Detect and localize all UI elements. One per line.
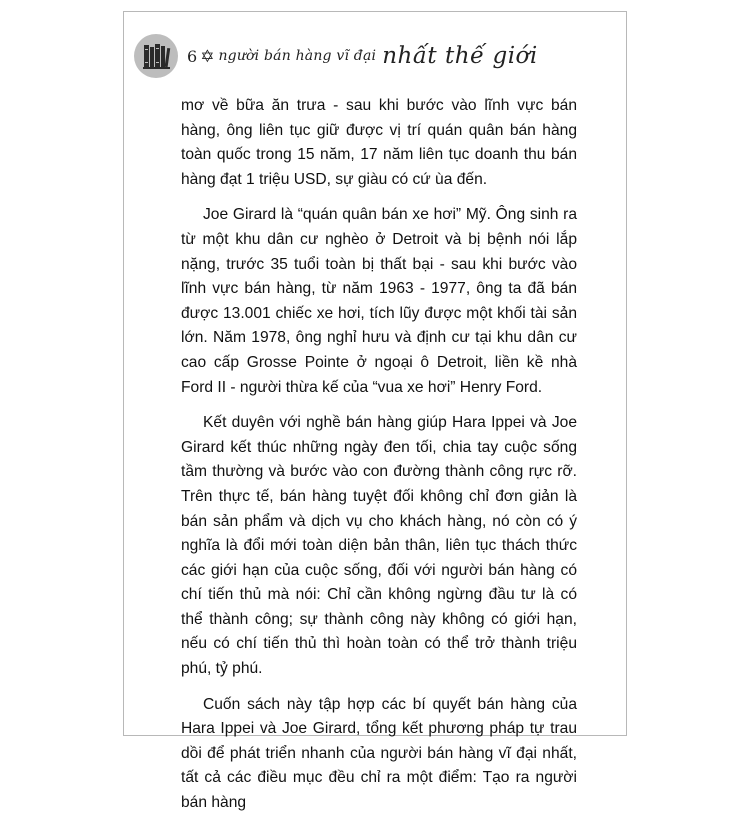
series-title-part-2: nhất thế giới: [382, 43, 538, 69]
books-badge: [134, 34, 178, 78]
running-header: [134, 34, 604, 78]
books-icon: [134, 34, 178, 78]
page-number: 6: [187, 46, 198, 66]
paragraph-sales-career: Kết duyên với nghề bán hàng giúp Hara Ippei và Joe Girard kết thúc những ngày đen tối, chia tay cuộc sống tầm thường và bước vào con đường thành công rực rỡ. Trên thực tế, bán hàng tuyệt đối không chỉ đơn giản là bán sản phẩm và dịch vụ cho khách hàng, nó còn có ý nghĩa là đổi mới toàn diện bản thân, liên tục thách thức các giới hạn của cuộc sống, đối với người bán hàng có chí tiến thủ mà nói: Chỉ cần không ngừng đầu tư là có thể thành công; sự thành công này không có giới hạn, nếu có chí tiến thủ thì hoàn toàn có thể trở thành triệu phú, tỷ phú.: [181, 414, 577, 678]
star-of-david-icon: ✡: [200, 46, 215, 66]
series-title-part-1: người bán hàng vĩ đại: [218, 48, 377, 64]
paragraph-continued: mơ về bữa ăn trưa - sau khi bước vào lĩnh vực bán hàng, ông liên tục giữ được vị trí quán quân bán hàng toàn quốc trong 15 năm, 17 năm liên tục doanh thu bán hàng đạt 1 triệu USD, sự giàu có cứ ùa đến.: [181, 97, 577, 188]
page-body: [181, 94, 577, 827]
paragraph-book-summary: Cuốn sách này tập hợp các bí quyết bán hàng của Hara Ippei và Joe Girard, tổng kết phương pháp tự trau dồi để phát triển nhanh của người bán hàng vĩ đại nhất, tất cả các điều mục đều chỉ ra một điểm: Tạo ra người bán hàng: [181, 695, 577, 812]
book-page: [123, 11, 627, 812]
paragraph-joe-girard: Joe Girard là “quán quân bán xe hơi” Mỹ. Ông sinh ra từ một khu dân cư nghèo ở Detroit và bị bệnh nói lắp nặng, trước 35 tuổi toàn bị thất bại - sau khi bước vào lĩnh vực bán hàng, từ năm 1963 - 1977, ông ta đã bán được 13.001 chiếc xe hơi, tích lũy được một khối tài sản lớn. Năm 1978, ông nghỉ hưu và định cư tại khu dân cư cao cấp Grosse Pointe ở ngoại ô Detroit, liền kề nhà Ford II - người thừa kế của “vua xe hơi” Henry Ford.: [181, 206, 577, 396]
